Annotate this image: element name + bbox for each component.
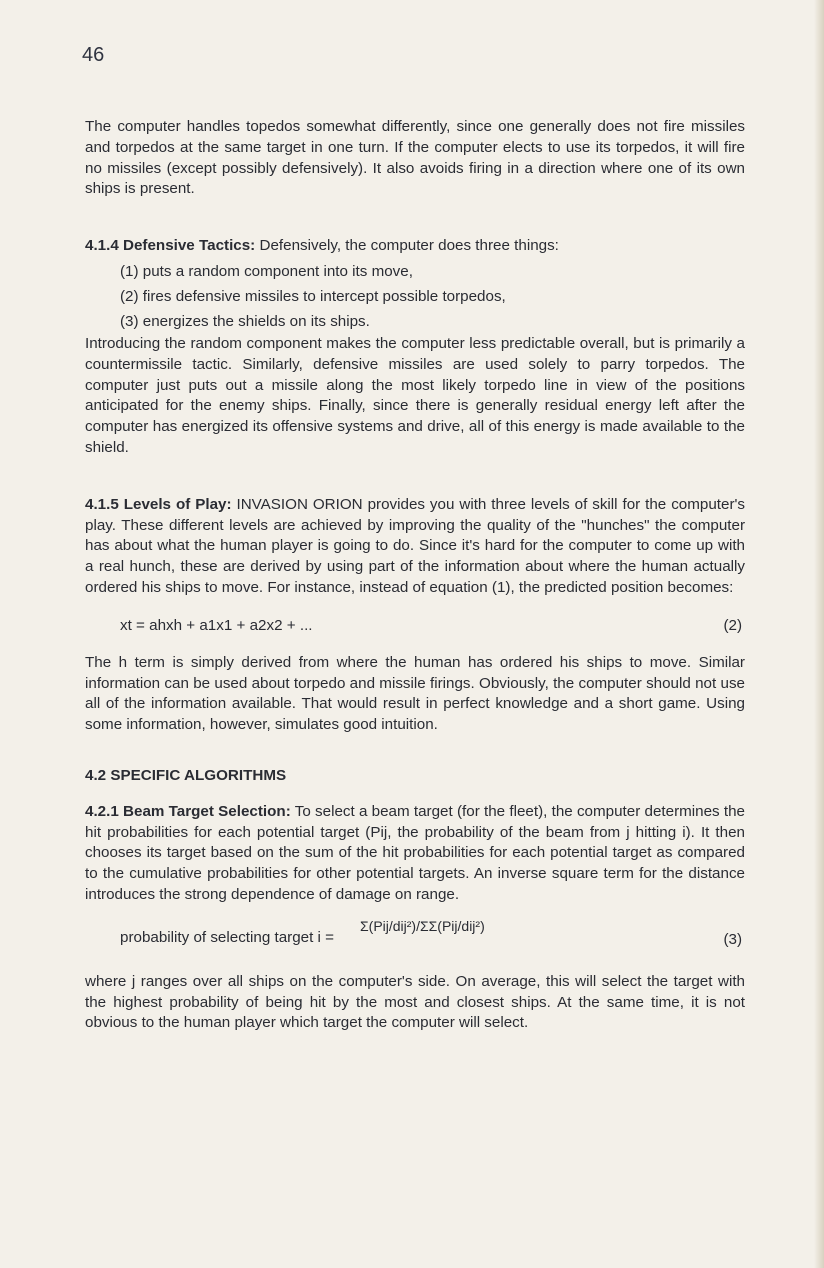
intro-paragraph: The computer handles topedos somewhat differently, since one generally does not fire missiles and torpedos at the same target in one turn. If the computer elects to use its torpedos, it will fire no missiles (except possibly defensively). It also avoids firing in a direction where one of its own ships is present. (85, 118, 745, 198)
defensive-tactics-list (85, 259, 745, 334)
page-edge-shading (814, 0, 824, 1268)
list-item: (1) puts a random component into its move, (120, 262, 413, 280)
section-title: 4.2 SPECIFIC ALGORITHMS (85, 766, 287, 784)
beam-target-paragraph (85, 802, 745, 906)
equation-2-expression: xt = ahxh + a1x1 + a2x2 + ... (120, 616, 313, 634)
defensive-tactics-heading: 4.1.4 Defensive Tactics: (85, 237, 256, 255)
beam-target-after: where j ranges over all ships on the computer's side. On average, this will select the target with the highest probability of being hit by the most and closest ships. At the same time, it is not obvious to the human player which target the computer will select. (85, 972, 745, 1032)
levels-of-play-heading: 4.1.5 Levels of Play: (85, 495, 232, 513)
defensive-tactics-body: Introducing the random component makes the computer less predictable overall, but is primarily a countermissile tactic. Similarly, defensive missiles are used solely to parry torpedos. The computer just puts out a missile along the most likely torpedo line in view of the positions anticipated for the enemy ships. Finally, since there is generally residual energy left after the computer has energized its offensive systems and drive, all of this energy is made available to the shield. (85, 334, 745, 456)
list-item: (2) fires defensive missiles to intercept possible torpedos, (120, 287, 506, 305)
levels-of-play-paragraph (85, 495, 745, 599)
equation-2-number: (2) (723, 616, 742, 634)
defensive-tactics-lead-text: Defensively, the computer does three things: (259, 237, 559, 255)
equation-3-rhs: Σ(Pij/dij²)/ΣΣ(Pij/dij²) (360, 917, 485, 934)
beam-target-body: To select a beam target (for the fleet), the computer determines the hit probabilities for each potential target (Pij, the probability of the beam from j hitting i). It then chooses its target based on the sum of the hit probabilities for each potential target as compared to the cumulative probabilities for other potential targets. An inverse square term for the distance introduces the strong dependence of damage on range. (85, 802, 746, 903)
page-content (85, 117, 745, 1034)
page-number: 46 (82, 44, 105, 66)
beam-target-heading: 4.2.1 Beam Target Selection: (85, 802, 291, 820)
levels-of-play-body: INVASION ORION provides you with three levels of skill for the computer's play. These different levels are achieved by improving the quality of the "hunches" the computer has about what the human player is going to do. Since it's hard for the computer to come up with a real hunch, these are derived by using part of the information about where the human actually ordered his ships to move. For instance, instead of equation (1), the predicted position becomes: (85, 495, 745, 596)
equation-3-lhs: probability of selecting target i = (120, 928, 335, 946)
list-item: (3) energizes the shields on its ships. (120, 312, 370, 330)
equation-3 (85, 906, 745, 962)
equation-3-number: (3) (723, 930, 742, 948)
defensive-tactics-lead (85, 236, 745, 257)
levels-of-play-after: The h term is simply derived from where the human has ordered his ships to move. Similar information can be used about torpedo and missile firings. Obviously, the computer should not use all of the information available. That would result in perfect knowledge and a short game. Using some information, however, simulates good intuition. (85, 653, 745, 734)
equation-2 (85, 609, 745, 643)
